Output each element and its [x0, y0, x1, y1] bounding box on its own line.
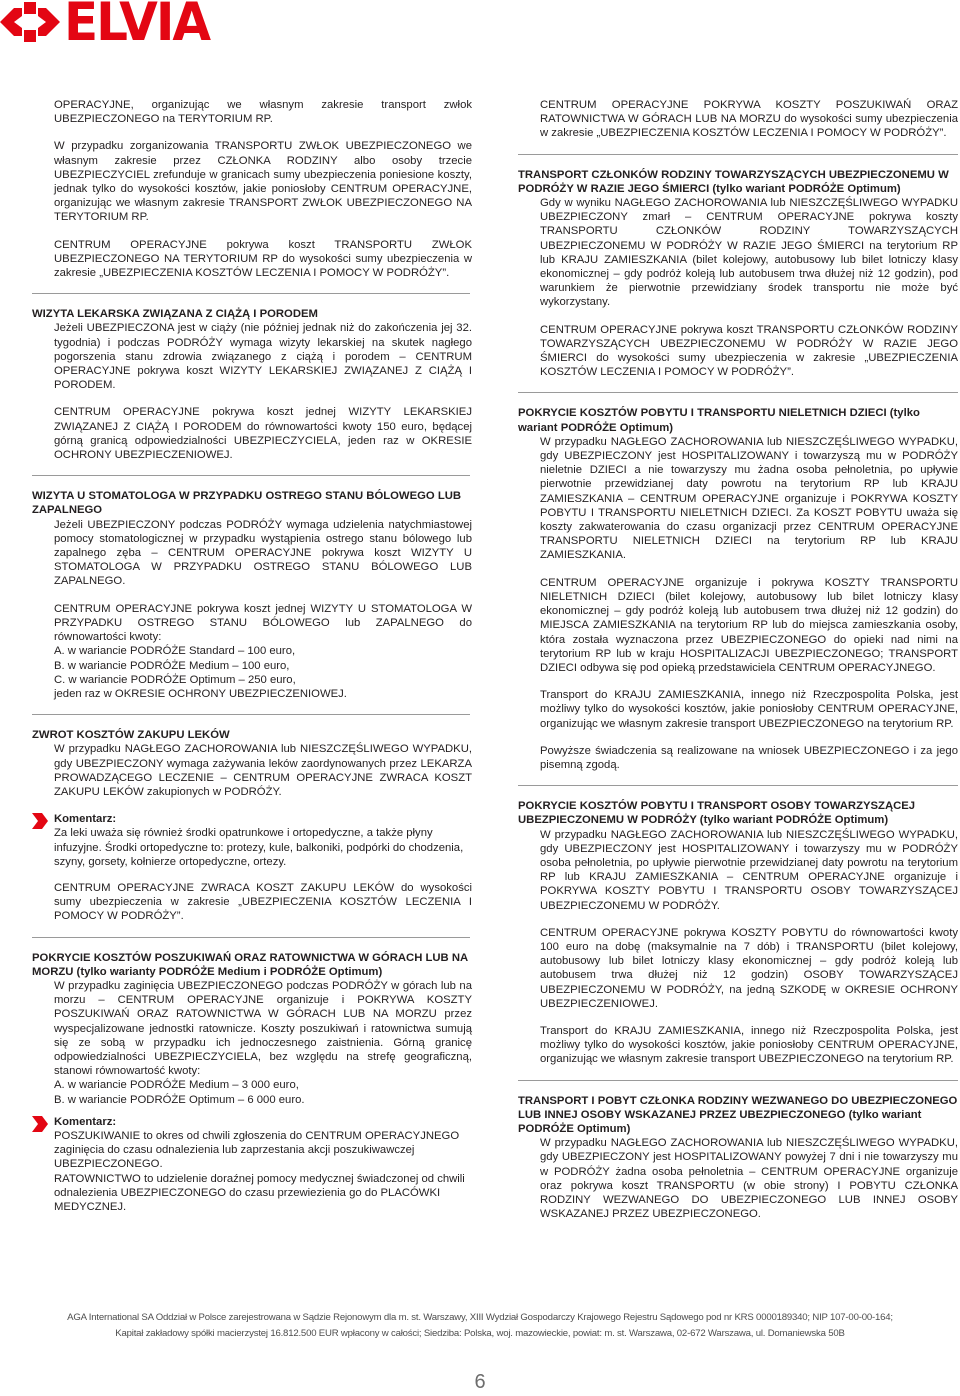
- comment-label: Komentarz:: [54, 813, 117, 826]
- comment-text: POSZUKIWANIE to okres od chwili zgłoszenia do CENTRUM OPERACYJNEGO zaginięcia do czasu odnalezienia lub zaprzestania akcji poszukiwawczej UBEZPIECZONEGO.: [54, 1129, 460, 1171]
- section-divider: [32, 475, 470, 476]
- comment-label: Komentarz:: [54, 1115, 117, 1128]
- elvia-cross-icon: [0, 0, 60, 44]
- section-divider: [32, 293, 470, 294]
- elvia-logo: [0, 0, 210, 53]
- section-heading: TRANSPORT CZŁONKÓW RODZINY TOWARZYSZĄCYCH UBEZPIECZONEMU W PODRÓŻY W RAZIE JEGO ŚMIERCI (tylko wariant PODRÓŻE Optimum): [518, 168, 949, 195]
- paragraph: Jeżeli UBEZPIECZONY podczas PODRÓŻY wymaga udzielenia natychmiastowej pomocy stomatologicznej w przypadku wystąpienia ostrego stanu bólowego lub zapalnego zęba – CENTRUM OPERACYJNE pokrywa koszt WIZYTY U STOMATOLOGA W PRZYPADKU OSTREGO STANU BÓLOWEGO LUB ZAPALNEGO.: [54, 518, 472, 588]
- paragraph: Gdy w wyniku NAGŁEGO ZACHOROWANIA lub NIESZCZĘŚLIWEGO WYPADKU UBEZPIECZONY zmarł – CENTRUM OPERACYJNE pokrywa koszty TRANSPORTU CZŁONKÓW RODZINY TOWARZYSZĄCYCH UBEZPIECZONEMU W PODRÓŻY W RAZIE JEGO ŚMIERCI na terytorium RP lub KRAJU ZAMIESZKANIA (bilet kolejowy, autobusowy lub bilet lotniczy klasy ekonomicznej – gdy podróż koleją lub autobusem trwa dłużej niż 12 godzin), pod warunkiem że pierwotnie przewidziany środek transportu nie może być wykorzystany.: [540, 197, 958, 309]
- paragraph: Transport do KRAJU ZAMIESZKANIA, innego niż Rzeczpospolita Polska, jest możliwy tylko do wysokości kosztów, jakie poniosłoby CENTRUM OPERACYJNE, organizując we własnym zakresie transport UBEZPIECZONEGO na terytorium RP.: [540, 1024, 958, 1066]
- comment-marker-icon: [32, 1116, 48, 1132]
- paragraph: Powyższe świadczenia są realizowane na wniosek UBEZPIECZONEGO i za jego pisemną zgodą.: [540, 744, 958, 771]
- section-divider: [32, 714, 470, 715]
- paragraph: CENTRUM OPERACYJNE pokrywa koszt jednej WIZYTY LEKARSKIEJ ZWIĄZANEJ Z CIĄŻĄ I PORODEM do równowartości kwoty 150 euro, będącej górną granicą odpowiedzialności UBEZPIECZYCIELA, jeden raz w OKRESIE OCHRONY UBEZPIECZENIOWEJ.: [54, 406, 472, 462]
- page-footer: [0, 1310, 960, 1342]
- list-item: B. w wariancie PODRÓŻE Optimum – 6 000 euro.: [54, 1093, 305, 1106]
- section-divider: [518, 154, 958, 155]
- comment-text: RATOWNICTWO to udzielenie doraźnej pomocy medycznej świadczonej od chwili odnalezienia UBEZPIECZONEGO do czasu przewiezienia go do PLACÓWKI MEDYCZNEJ.: [54, 1172, 465, 1213]
- paragraph: CENTRUM OPERACYJNE pokrywa koszt TRANSPORTU ZWŁOK UBEZPIECZONEGO NA TERYTORIUM RP do wysokości sumy ubezpieczenia w zakresie „UBEZPIECZENIA KOSZTÓW LECZENIA I POMOCY W PODRÓŻY”.: [54, 238, 472, 280]
- paragraph: W przypadku zaginięcia UBEZPIECZONEGO podczas PODRÓŻY w górach lub na morzu – CENTRUM OPERACYJNE organizuje i POKRYWA KOSZTY POSZUKIWAŃ ORAZ RATOWNICTWA W GÓRACH LUB NA MORZU przez wyspecjalizowane jednostki ratownicze. Koszty poszukiwań i ratownictwa sumują się ze sobą w przypadku ich jednoczesnego zaistnienia. Górną granicę odpowiedzialności UBEZPIECZYCIELA, bez względu na strefę geograficzną, stanowi równowartość kwoty:: [54, 979, 472, 1078]
- right-column: [518, 98, 958, 1234]
- paragraph: Jeżeli UBEZPIECZONA jest w ciąży (nie później jednak niż do zakończenia jej 32. tygodnia) i podczas PODRÓŻY wymaga wizyty lekarskiej na skutek nagłego pogorszenia stanu zdrowia związanego z ciążą i porodem – CENTRUM OPERACYJNE pokrywa koszt WIZYTY LEKARSKIEJ ZWIĄZANEJ Z CIĄŻĄ I PORODEM.: [54, 322, 472, 392]
- list-item: A. w wariancie PODRÓŻE Standard – 100 euro,: [54, 645, 296, 658]
- list-item: A. w wariancie PODRÓŻE Medium – 3 000 euro,: [54, 1079, 299, 1092]
- paragraph: W przypadku zorganizowania TRANSPORTU ZWŁOK UBEZPIECZONEGO we własnym zakresie przez CZŁONKA RODZINY albo osoby trzecie UBEZPIECZYCIEL zrefunduje w granicach sumy ubezpieczenia poniesione koszty, jednak tylko do wysokości kosztów, jakie poniosłoby CENTRUM OPERACYJNE, organizując we własnym zakresie TRANSPORT ZWŁOK UBEZPIECZONEGO NA TERYTORIUM RP.: [54, 140, 472, 224]
- section-heading: POKRYCIE KOSZTÓW POBYTU I TRANSPORT OSOBY TOWARZYSZĄCEJ UBEZPIECZONEMU W PODRÓŻY (tylko wariant PODRÓŻE Optimum): [518, 800, 916, 827]
- section-heading: TRANSPORT I POBYT CZŁONKA RODZINY WEZWANEGO DO UBEZPIECZONEGO LUB INNEJ OSOBY WSKAZANEJ PRZEZ UBEZPIECZONEGO (tylko wariant PODRÓŻE Optimum): [518, 1094, 958, 1135]
- section-heading: ZWROT KOSZTÓW ZAKUPU LEKÓW: [32, 729, 230, 742]
- comment-box: [54, 1115, 472, 1214]
- amount-list: [54, 644, 472, 701]
- paragraph: OPERACYJNE, organizując we własnym zakresie transport zwłok UBEZPIECZONEGO na TERYTORIUM RP.: [54, 99, 472, 126]
- list-item: B. w wariancie PODRÓŻE Medium – 100 euro,: [54, 659, 290, 672]
- section-heading: WIZYTA LEKARSKA ZWIĄZANA Z CIĄŻĄ I PORODEM: [32, 308, 318, 321]
- comment-text: Za leki uważa się również środki opatrunkowe i ortopedyczne, a także płyny infuzyjne. Środki ortopedyczne to: protezy, kule, balkoniki, podpórki do chodzenia, szyny, gorsety, kołnierze ortopedyczne, ortezy.: [54, 827, 464, 868]
- paragraph: W przypadku NAGŁEGO ZACHOROWANIA lub NIESZCZĘŚLIWEGO WYPADKU, gdy UBEZPIECZONY wymaga zażywania leków zaordynowanych przez LEKARZA PROWADZĄCEGO LECZENIE – CENTRUM OPERACYJNE ZWRACA KOSZT ZAKUPU LEKÓW zakupionych w PODRÓŻY.: [54, 743, 472, 798]
- elvia-wordmark: ELVIA: [64, 0, 210, 53]
- paragraph: W przypadku NAGŁEGO ZACHOROWANIA lub NIESZCZĘŚLIWEGO WYPADKU, gdy UBEZPIECZONY jest HOSPITALIZOWANY i towarzyszy mu w PODRÓŻY osoba pełnoletnia, po upływie pierwotnie przewidzianej daty powrotu na terytorium RP lub KRAJU ZAMIESZKANIA – CENTRUM OPERACYJNE organizuje i POKRYWA KOSZTY POBYTU I TRANSPORTU OSOBY TOWARZYSZĄCEJ UBEZPIECZONEMU W PODRÓŻY.: [540, 828, 958, 912]
- section-heading: POKRYCIE KOSZTÓW POSZUKIWAŃ ORAZ RATOWNICTWA W GÓRACH LUB NA MORZU (tylko warianty PODRÓŻE Medium i PODRÓŻE Optimum): [32, 951, 468, 978]
- paragraph: CENTRUM OPERACYJNE pokrywa koszt TRANSPORTU CZŁONKÓW RODZINY TOWARZYSZĄCYCH UBEZPIECZONEMU W PODRÓŻY W RAZIE JEGO ŚMIERCI do wysokości sumy ubezpieczenia w zakresie „UBEZPIECZENIA KOSZTÓW LECZENIA I POMOCY W PODRÓŻY”.: [540, 323, 958, 379]
- paragraph: CENTRUM OPERACYJNE POKRYWA KOSZTY POSZUKIWAŃ ORAZ RATOWNICTWA W GÓRACH LUB NA MORZU do wysokości sumy ubezpieczenia w zakresie „UBEZPIECZENIA KOSZTÓW LECZENIA I POMOCY W PODRÓŻY”.: [540, 99, 958, 140]
- list-item: C. w wariancie PODRÓŻE Optimum – 250 euro,: [54, 673, 296, 686]
- comment-marker-icon: [32, 813, 48, 829]
- footer-line: Kapitał zakładowy spółki macierzystej 16.812.500 EUR wpłacony w całości; Siedziba: Polska, woj. mazowieckie, powiat: m. st. Warszawa, 02-672 Warszawa, ul. Domaniewska 50B: [115, 1328, 845, 1339]
- footer-line: AGA International SA Oddział w Polsce zarejestrowana w Sądzie Rejonowym dla m. st. Warszawy, XIII Wydział Gospodarczy Krajowego Rejestru Sądowego pod nr KRS 0000189340; NIP 107-00-00-164;: [67, 1312, 893, 1323]
- list-item: jeden raz w OKRESIE OCHRONY UBEZPIECZENIOWEJ.: [54, 687, 347, 700]
- paragraph: W przypadku NAGŁEGO ZACHOROWANIA lub NIESZCZĘŚLIWEGO WYPADKU, gdy UBEZPIECZONY jest HOSPITALIZOWANY i towarzyszą mu w PODRÓŻY nieletnie DZIECI a nie towarzyszy mu żadna osoba pełnoletnia, po upływie pierwotnie przewidzianej daty powrotu na terytorium RP lub KRAJU ZAMIESZKANIA – CENTRUM OPERACYJNE organizuje i POKRYWA KOSZTY POBYTU I TRANSPORTU NIELETNICH DZIECI. Za KOSZT POBYTU uważa się koszty zakwaterowania do czasu organizacji przez CENTRUM OPERACYJNE TRANSPORTU NIELETNICH DZIECI na terytorium RP lub KRAJU ZAMIESZKANIA.: [540, 435, 958, 562]
- page-number: 6: [474, 1371, 486, 1393]
- left-column: [32, 98, 472, 1226]
- paragraph: CENTRUM OPERACYJNE pokrywa koszt jednej WIZYTY U STOMATOLOGA W PRZYPADKU OSTREGO STANU BÓLOWEGO lub ZAPALNEGO do równowartości kwoty:: [54, 602, 472, 644]
- paragraph: W przypadku NAGŁEGO ZACHOROWANIA lub NIESZCZĘŚLIWEGO WYPADKU, gdy UBEZPIECZONY jest HOSPITALIZOWANY powyżej 7 dni i nie towarzyszy mu w PODRÓŻY żadna osoba pełnoletnia – CENTRUM OPERACYJNE organizuje oraz pokrywa koszt TRANSPORTU (w obie strony) I POBYTU CZŁONKA RODZINY WEZWANEGO DO UBEZPIECZONEGO LUB INNEJ OSOBY WSKAZANEJ PRZEZ UBEZPIECZONEGO.: [540, 1137, 958, 1221]
- paragraph: CENTRUM OPERACYJNE ZWRACA KOSZT ZAKUPU LEKÓW do wysokości sumy ubezpieczenia w zakresie „UBEZPIECZENIA KOSZTÓW LECZENIA I POMOCY W PODRÓŻY”.: [54, 881, 472, 923]
- section-heading: WIZYTA U STOMATOLOGA W PRZYPADKU OSTREGO STANU BÓLOWEGO LUB ZAPALNEGO: [32, 490, 462, 517]
- section-divider: [32, 937, 470, 938]
- section-divider: [518, 392, 958, 393]
- comment-box: [54, 812, 472, 869]
- paragraph: Transport do KRAJU ZAMIESZKANIA, innego niż Rzeczpospolita Polska, jest możliwy tylko do wysokości kosztów, jakie poniosłoby CENTRUM OPERACYJNE, organizując we własnym zakresie transport UBEZPIECZONEGO na terytorium RP.: [540, 689, 958, 730]
- paragraph: CENTRUM OPERACYJNE pokrywa KOSZTY POBYTU do równowartości kwoty 100 euro na dobę (maksymalnie na 7 dób) i TRANSPORTU (bilet kolejowy, autobusowy lub bilet lotniczy klasy ekonomicznej – gdy podróż koleją lub autobusem trwa dłużej niż 12 godzin) OSOBY TOWARZYSZĄCEJ UBEZPIECZONEMU W PODRÓŻY, na jedną SZKODĘ w OKRESIE OCHRONY UBEZPIECZENIOWEJ.: [540, 926, 958, 1010]
- section-divider: [518, 1080, 958, 1081]
- section-heading: POKRYCIE KOSZTÓW POBYTU I TRANSPORTU NIELETNICH DZIECI (tylko wariant PODRÓŻE Optimum): [518, 407, 920, 434]
- paragraph: CENTRUM OPERACYJNE organizuje i pokrywa KOSZTY TRANSPORTU NIELETNICH DZIECI (bilet kolejowy, autobusowy lub bilet lotniczy klasy ekonomicznej – gdy podróż koleją lub autobusem trwa dłużej niż 12 godzin) do MIEJSCA ZAMIESZKANIA na terytorium RP lub do miejsca zamieszkania osoby, która została wyznaczona przez UBEZPIECZONEGO do opieki nad nimi na terytorium RP lub w kraju HOSPITALIZACJI UBEZPIECZONEGO; TRANSPORT DZIECI odbywa się pod opieką przedstawiciela CENTRUM OPERACYJNEGO.: [540, 576, 958, 674]
- amount-list: [54, 1078, 472, 1106]
- section-divider: [518, 785, 958, 786]
